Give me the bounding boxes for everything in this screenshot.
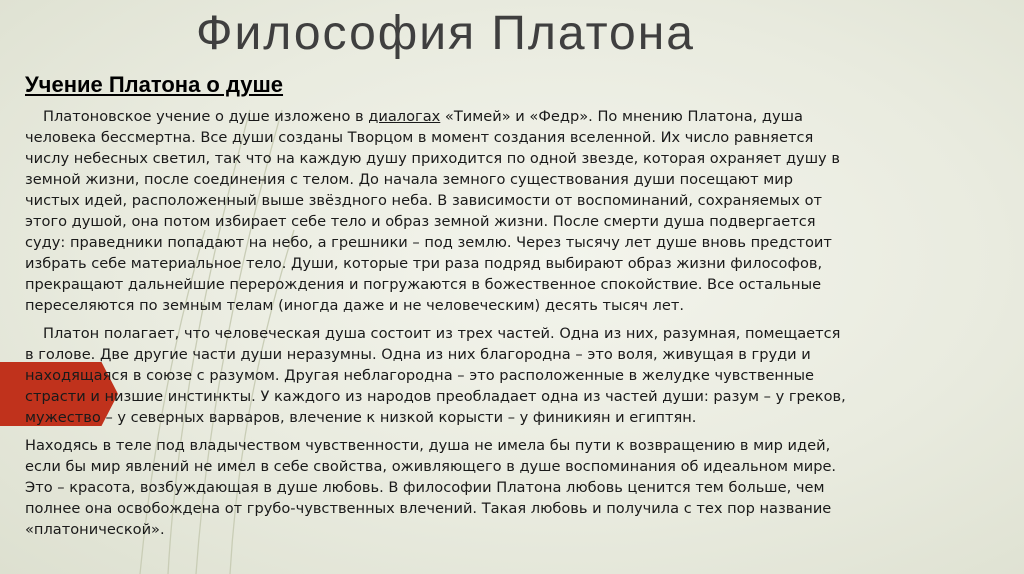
text-line: Это – красота, возбуждающая в душе любовь. В философии Платона любовь ценится тем больше, чем (25, 479, 825, 496)
text-line: чистых идей, расположенный выше звёздного неба. В зависимости от воспоминаний, сохраняемых от (25, 192, 823, 209)
text-line: «платонической». (25, 521, 165, 538)
text-line: страсти и низшие инстинкты. У каждого из народов преобладает одна из частей души: разум – у греков, (25, 388, 846, 405)
text-line: Платон полагает, что человеческая душа состоит из трех частей. Одна из них, разумная, помещается (43, 325, 841, 342)
text-line: прекращают дальнейшие перерождения и погружаются в божественное спокойствие. Все остальные (25, 276, 822, 293)
text-line: земной жизни, после соединения с телом. До начала земного существования души посещают мир (25, 171, 793, 188)
text-line: в голове. Две другие части души неразумны. Одна из них благородна – это воля, живущая в груди и (25, 346, 811, 363)
text-line: человека бессмертна. Все души созданы Творцом в момент создания вселенной. Их число равняется (25, 129, 814, 146)
paragraph-2 (25, 323, 1003, 428)
dialogues-link[interactable]: диалогах (368, 108, 441, 125)
text-line (25, 106, 1003, 127)
paragraph-1 (25, 106, 1003, 316)
text-fragment: Платоновское учение о душе изложено в (43, 108, 369, 125)
text-line: этого душой, она потом избирает себе тело и образ земной жизни. После смерти душа подвергается (25, 213, 816, 230)
text-line: если бы мир явлений не имел в себе свойства, оживляющего в душе воспоминания об идеальном мире. (25, 458, 837, 475)
text-line: избрать себе материальное тело. Души, которые три раза подряд выбирают образ жизни философов, (25, 255, 823, 272)
text-line: находящаяся в союзе с разумом. Другая неблагородна – это расположенные в желудке чувственные (25, 367, 815, 384)
paragraph-3 (25, 435, 1003, 540)
text-line: мужество – у северных варваров, влечение к низкой корысти – у финикиян и египтян. (25, 409, 697, 426)
text-line: числу небесных светил, так что на каждую душу приходится по одной звезде, которая охраняет душу в (25, 150, 840, 167)
slide-title: Философия Платона (196, 7, 695, 60)
text-line: переселяются по земным телам (иногда даже и не человеческим) десять тысяч лет. (25, 297, 684, 314)
text-line: Находясь в теле под владычеством чувственности, душа не имела бы пути к возвращению в мир идей, (25, 437, 831, 454)
slide-subtitle: Учение Платона о душе (25, 72, 284, 97)
text-fragment: «Тимей» и «Федр». По мнению Платона, душа (440, 108, 803, 125)
text-line: полнее она освобождена от грубо-чувственных влечений. Такая любовь и получила с тех пор название (25, 500, 832, 517)
body-text (25, 106, 1003, 547)
text-line: суду: праведники попадают на небо, а грешники – под землю. Через тысячу лет душе вновь предстоит (25, 234, 832, 251)
